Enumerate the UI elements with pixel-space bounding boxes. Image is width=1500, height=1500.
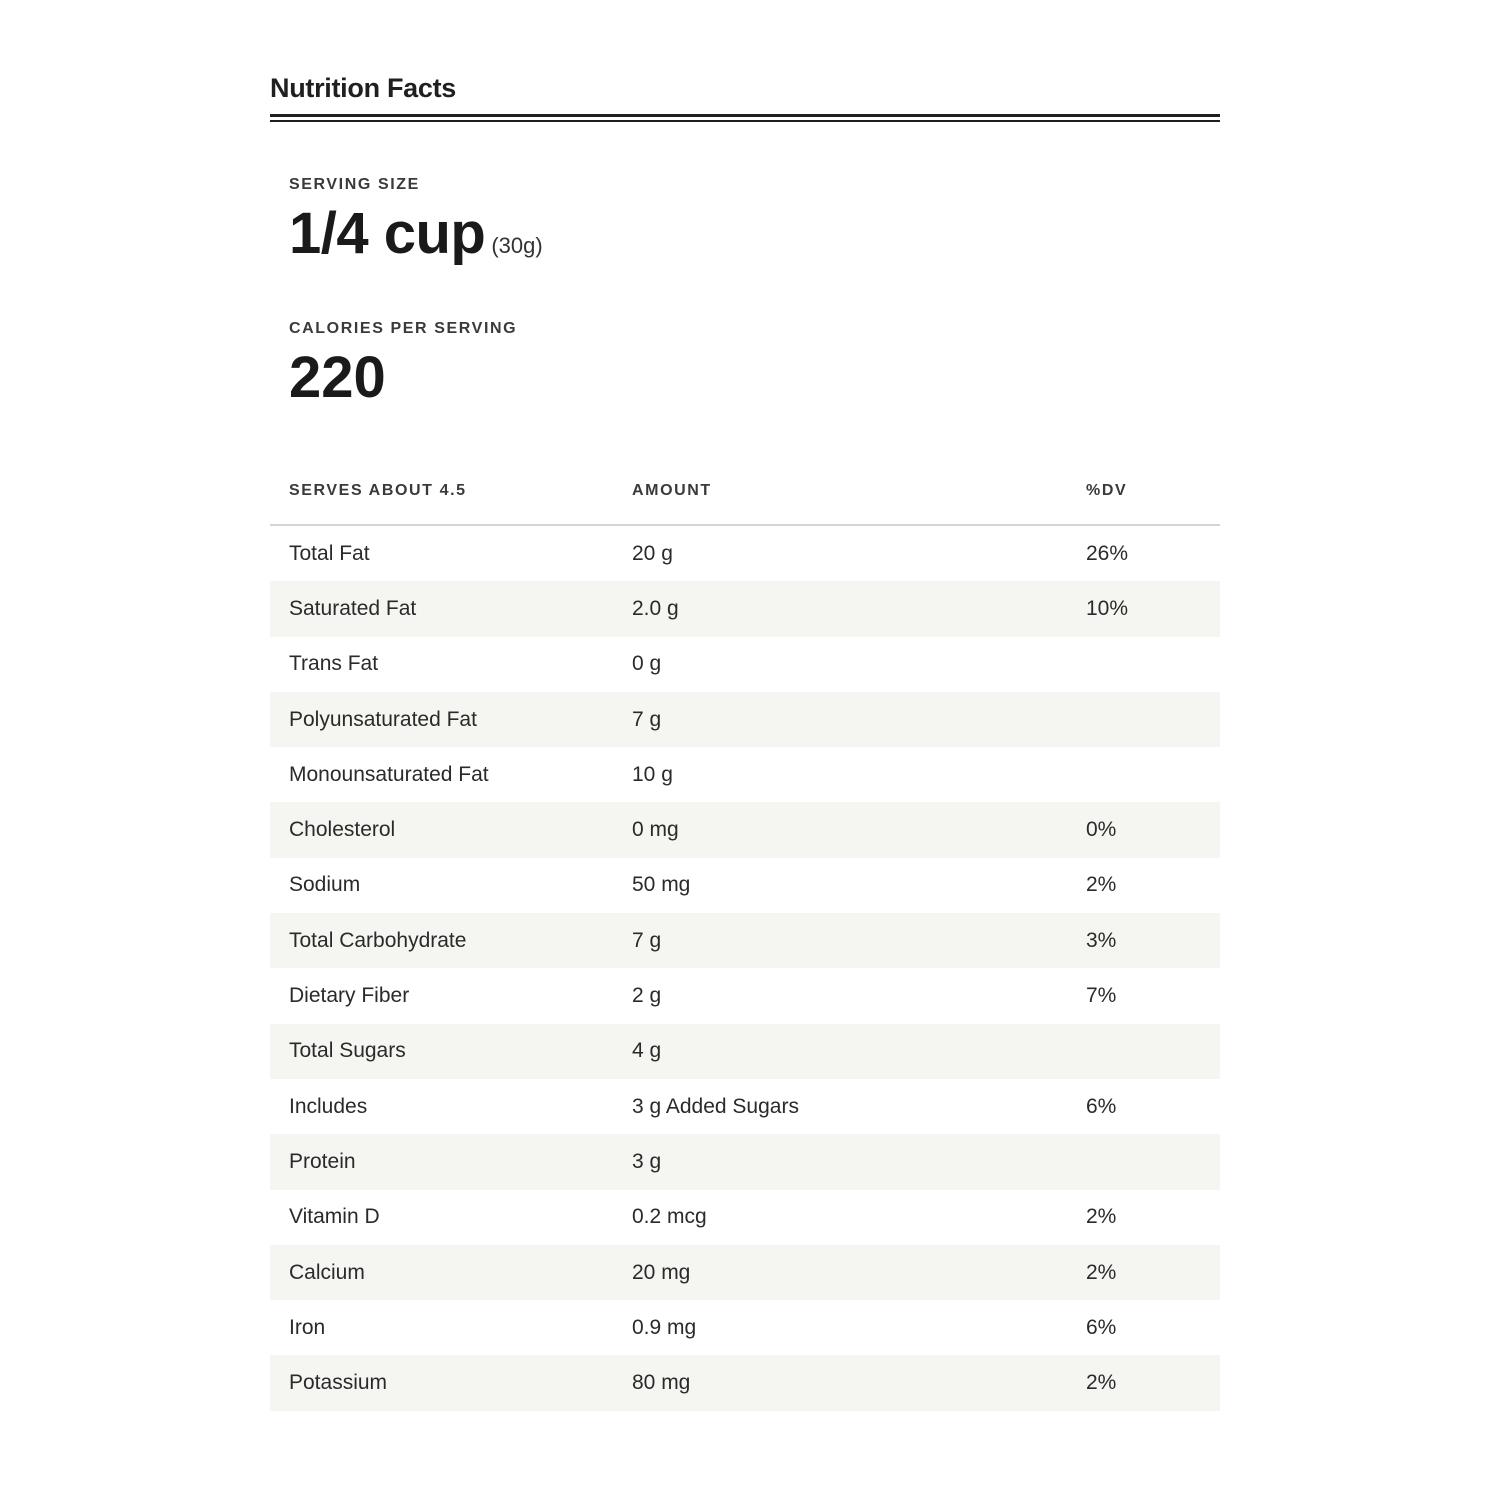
nutrient-amount: 50 mg [632, 873, 691, 897]
serving-size-label: SERVING SIZE [289, 176, 420, 193]
table-row [270, 1134, 1220, 1189]
summary-section [270, 174, 1220, 412]
table-row [270, 1190, 1220, 1245]
nutrition-facts-panel [270, 70, 1220, 1411]
table-row [270, 1024, 1220, 1079]
table-header [270, 458, 1220, 526]
nutrient-name: Sodium [289, 873, 361, 897]
nutrient-amount: 10 g [632, 762, 673, 786]
nutrient-name: Polyunsaturated Fat [289, 707, 477, 731]
nutrient-dv: 7% [1086, 984, 1117, 1008]
header-serves: SERVES ABOUT 4.5 [289, 482, 467, 499]
nutrient-amount: 80 mg [632, 1371, 691, 1395]
nutrient-amount: 4 g [632, 1039, 662, 1063]
nutrition-table [270, 458, 1220, 1411]
nutrient-dv: 0% [1086, 818, 1117, 842]
nutrient-name: Calcium [289, 1260, 365, 1284]
calories-label: CALORIES PER SERVING [289, 320, 518, 337]
nutrient-name: Monounsaturated Fat [289, 762, 489, 786]
nutrient-name: Iron [289, 1315, 326, 1339]
nutrient-name: Total Sugars [289, 1039, 406, 1063]
nutrient-dv: 6% [1086, 1094, 1117, 1118]
nutrient-name: Saturated Fat [289, 596, 417, 620]
nutrient-amount: 0.2 mcg [632, 1205, 707, 1229]
nutrient-amount: 7 g [632, 928, 662, 952]
nutrient-dv: 2% [1086, 1260, 1117, 1284]
nutrient-name: Vitamin D [289, 1205, 380, 1229]
nutrient-dv: 2% [1086, 1371, 1117, 1395]
table-row [270, 1300, 1220, 1355]
nutrient-name: Potassium [289, 1371, 388, 1395]
nutrient-amount: 0 g [632, 652, 662, 676]
nutrient-name: Dietary Fiber [289, 984, 410, 1008]
calories-value: 220 [289, 345, 386, 410]
table-row [270, 802, 1220, 857]
nutrient-amount: 3 g Added Sugars [632, 1094, 799, 1118]
nutrient-name: Includes [289, 1094, 368, 1118]
serving-size-amount: 1/4 cup [289, 201, 486, 266]
table-row [270, 526, 1220, 581]
nutrient-dv: 2% [1086, 1205, 1117, 1229]
nutrient-dv: 26% [1086, 541, 1129, 565]
nutrient-amount: 20 mg [632, 1260, 691, 1284]
table-row [270, 747, 1220, 802]
nutrient-name: Total Fat [289, 541, 370, 565]
table-row [270, 637, 1220, 692]
table-row [270, 581, 1220, 636]
table-row [270, 1079, 1220, 1134]
title-divider-thick [270, 114, 1220, 117]
nutrient-name: Protein [289, 1149, 356, 1173]
nutrient-amount: 0.9 mg [632, 1315, 697, 1339]
serving-size-value [289, 202, 1220, 266]
nutrient-dv: 6% [1086, 1315, 1117, 1339]
table-row [270, 858, 1220, 913]
serving-size-grams: (30g) [491, 233, 543, 258]
table-row [270, 913, 1220, 968]
table-row [270, 692, 1220, 747]
page-title: Nutrition Facts [270, 73, 457, 103]
nutrient-dv: 3% [1086, 928, 1117, 952]
nutrient-name: Total Carbohydrate [289, 928, 467, 952]
table-row [270, 1245, 1220, 1300]
table-row [270, 1355, 1220, 1410]
title-divider-thin [270, 120, 1220, 122]
header-dv: %DV [1086, 482, 1128, 499]
nutrient-name: Cholesterol [289, 818, 396, 842]
nutrient-amount: 3 g [632, 1149, 662, 1173]
nutrient-amount: 0 mg [632, 818, 679, 842]
nutrient-name: Trans Fat [289, 652, 379, 676]
table-row [270, 968, 1220, 1023]
table-body [270, 526, 1220, 1411]
nutrient-amount: 7 g [632, 707, 662, 731]
nutrient-amount: 2 g [632, 984, 662, 1008]
nutrient-amount: 20 g [632, 541, 673, 565]
header-amount: AMOUNT [632, 482, 712, 499]
nutrient-dv: 2% [1086, 873, 1117, 897]
nutrient-dv: 10% [1086, 596, 1129, 620]
nutrient-amount: 2.0 g [632, 596, 679, 620]
